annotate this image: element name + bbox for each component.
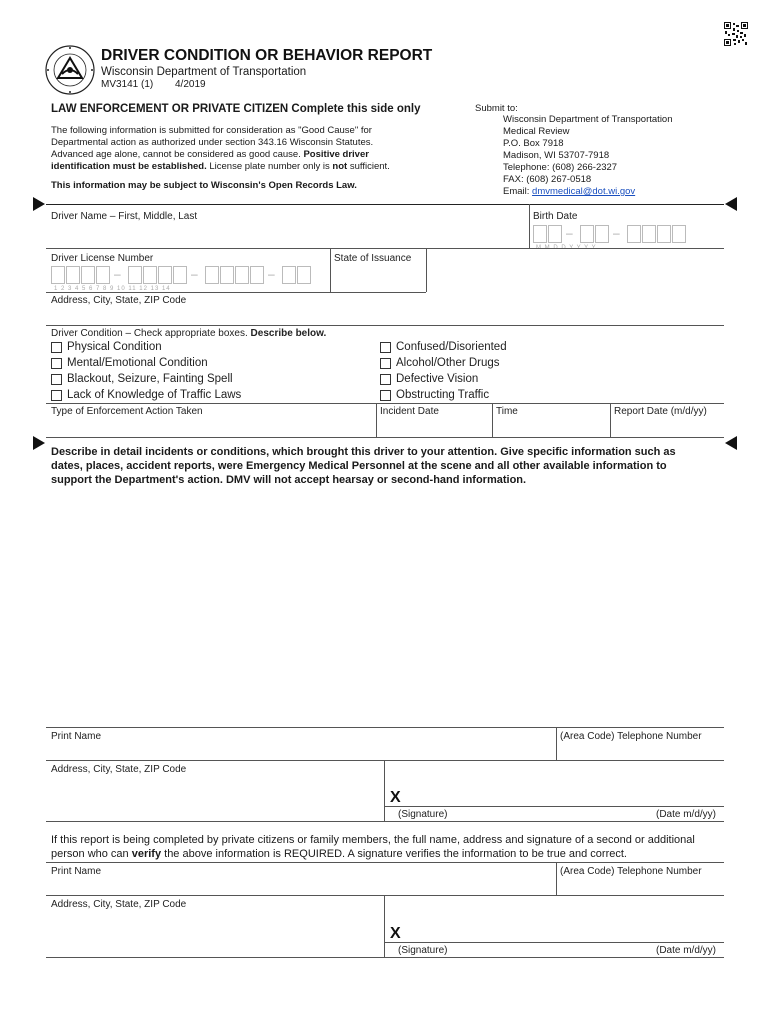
driver-name-label: Driver Name – First, Middle, Last	[51, 211, 198, 222]
second-print-name-field[interactable]	[46, 878, 554, 894]
checkbox[interactable]	[51, 342, 62, 353]
address-field[interactable]	[46, 776, 382, 820]
describe-end-arrow	[725, 436, 737, 450]
enforcement-action-field[interactable]	[46, 418, 374, 436]
checkbox-confused-disoriented[interactable]: Confused/Disoriented	[380, 341, 507, 353]
incident-date-label: Incident Date	[380, 406, 439, 417]
checkbox[interactable]	[380, 374, 391, 385]
intro-heading: LAW ENFORCEMENT OR PRIVATE CITIZEN Complete this side only	[51, 103, 421, 115]
describe-instructions: Describe in detail incidents or conditions, which brought this driver to your attention. Give specific information such as dates, places, accident reports, were Emergency Medical Personnel at the scene and all other available information to support the Department's action. DMV will not accept hearsay or second-hand information.	[51, 446, 676, 486]
private-citizen-note: If this report is being completed by private citizens or family members, the full name, address and signature of a second or additional person who can verify the above information is REQUIRED. A signature verifies the information to be true and correct.	[51, 834, 695, 860]
checkbox-lack-of-knowledge[interactable]: Lack of Knowledge of Traffic Laws	[51, 389, 241, 401]
submit-to-label: Submit to:	[475, 103, 518, 114]
form-date: 4/2019	[175, 79, 206, 90]
print-name-field[interactable]	[46, 743, 554, 759]
signature-field[interactable]	[386, 776, 724, 806]
license-number-hint: 1 2 3 4 5 6 7 8 9 10 11 12 13 14	[54, 286, 171, 292]
telephone-label: (Area Code) Telephone Number	[560, 731, 702, 742]
qr-code-icon	[724, 22, 748, 46]
second-address-label: Address, City, State, ZIP Code	[51, 899, 187, 910]
license-number-label: Driver License Number	[51, 253, 154, 264]
signature-x-mark: X	[390, 789, 401, 806]
second-signature-x-mark: X	[390, 925, 401, 942]
checkbox-obstructing-traffic[interactable]: Obstructing Traffic	[380, 389, 489, 401]
driver-condition-label: Driver Condition – Check appropriate boxes. Describe below.	[51, 328, 327, 339]
describe-start-arrow	[33, 436, 45, 450]
department-name: Wisconsin Department of Transportation	[101, 66, 307, 78]
signature-label: (Signature)	[398, 809, 448, 820]
second-print-name-label: Print Name	[51, 866, 102, 877]
section-end-arrow	[725, 197, 737, 211]
second-telephone-label: (Area Code) Telephone Number	[560, 866, 702, 877]
checkbox[interactable]	[380, 358, 391, 369]
checkbox[interactable]	[380, 390, 391, 401]
description-textarea[interactable]	[46, 490, 724, 726]
telephone-field[interactable]	[558, 743, 724, 759]
checkbox-blackout-seizure[interactable]: Blackout, Seizure, Fainting Spell	[51, 373, 233, 385]
state-of-issuance-field[interactable]	[332, 266, 424, 290]
form-number: MV3141 (1)	[101, 79, 154, 90]
checkbox[interactable]	[380, 342, 391, 353]
checkbox-physical-condition[interactable]: Physical Condition	[51, 341, 162, 353]
email-link[interactable]: dmvmedical@dot.wi.gov	[532, 186, 636, 197]
submit-to-address: Wisconsin Department of Transportation Medical Review P.O. Box 7918 Madison, WI 53707-7918 Telephone: (608) 266-2327 FAX: (608) 267-0518 Email: dmvmedical@dot.wi.gov	[503, 114, 673, 197]
second-date-label: (Date m/d/yy)	[656, 945, 717, 956]
second-signature-field[interactable]	[386, 911, 724, 941]
checkbox-alcohol-drugs[interactable]: Alcohol/Other Drugs	[380, 357, 500, 369]
time-label: Time	[496, 406, 518, 417]
checkbox[interactable]	[51, 374, 62, 385]
state-of-issuance-label: State of Issuance	[334, 253, 412, 264]
second-signature-label: (Signature)	[398, 945, 448, 956]
driver-address-field[interactable]	[46, 306, 724, 324]
birth-date-hint: M M D D Y Y Y Y	[536, 245, 597, 251]
checkbox[interactable]	[51, 390, 62, 401]
intro-paragraph: The following information is submitted for consideration as "Good Cause" for Departmental action as authorized under section 343.16 Wisconsin Statutes. Advanced age alone, cannot be considered as good cause. Positive driver identification must be established. License plate number only is not sufficient.	[51, 125, 390, 172]
driver-name-field[interactable]	[46, 208, 528, 244]
checkbox[interactable]	[51, 358, 62, 369]
date-label: (Date m/d/yy)	[656, 809, 717, 820]
section-start-arrow	[33, 197, 45, 211]
second-address-field[interactable]	[46, 911, 382, 956]
print-name-label: Print Name	[51, 731, 102, 742]
report-date-field[interactable]	[612, 418, 722, 436]
incident-date-field[interactable]	[378, 418, 490, 436]
form-title: DRIVER CONDITION OR BEHAVIOR REPORT	[101, 47, 433, 64]
time-field[interactable]	[494, 418, 608, 436]
driver-address-label: Address, City, State, ZIP Code	[51, 295, 187, 306]
wisdot-seal-logo	[44, 44, 96, 96]
checkbox-defective-vision[interactable]: Defective Vision	[380, 373, 478, 385]
report-date-label: Report Date (m/d/yy)	[614, 406, 707, 417]
enforcement-action-label: Type of Enforcement Action Taken	[51, 406, 203, 417]
second-telephone-field[interactable]	[558, 878, 724, 894]
open-records-notice: This information may be subject to Wisconsin's Open Records Law.	[51, 180, 357, 191]
address-label: Address, City, State, ZIP Code	[51, 764, 187, 775]
birth-date-label: Birth Date	[533, 211, 578, 222]
checkbox-mental-emotional[interactable]: Mental/Emotional Condition	[51, 357, 208, 369]
